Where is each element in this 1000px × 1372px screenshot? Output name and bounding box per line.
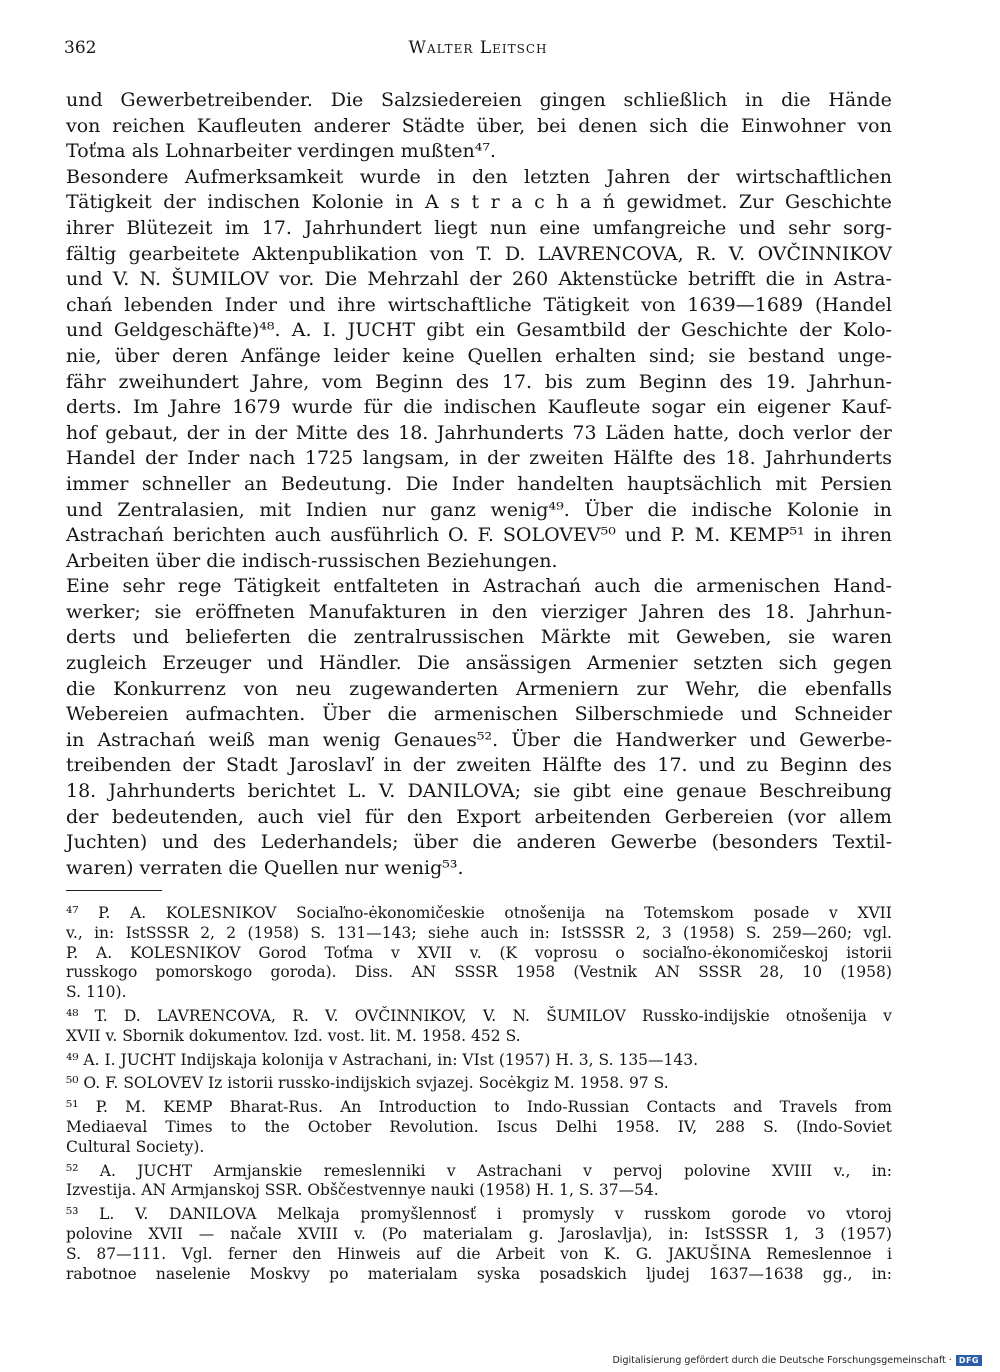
footnote xyxy=(66,1162,892,1202)
footnote-line: ⁵¹ P. M. KEMP Bharat-Rus. An Introduction to Indo-Russian Contacts and Travels from xyxy=(66,1098,892,1117)
body-line: Webereien aufmachten. Über die armenischen Silberschmiede und Schneider xyxy=(66,703,892,726)
footnote-line: ⁴⁸ T. D. LAVRENCOVA, R. V. OVČINNIKOV, V. N. ŠUMILOV Russko-indijskie otnošenija v xyxy=(66,1006,892,1025)
footnote-line: S. 87—111. Vgl. ferner den Hinweis auf die Arbeit von K. G. JAKUŠINA Remeslennoe i xyxy=(66,1244,892,1263)
body-line: waren) verraten die Quellen nur wenig⁵³. xyxy=(66,856,464,879)
footnote-line: polovine XVII — načale XVIII v. (Po materialam g. Jaroslavlja), in: IstSSSR 1, 3 (1957) xyxy=(66,1224,892,1243)
body-line: hof gebaut, der in der Mitte des 18. Jahrhunderts 73 Läden hatte, doch verlor der xyxy=(66,421,892,444)
footnote-line: P. A. KOLESNIKOV Gorod Toťma v XVII v. (K voprosu o sociaľno-ėkonomičeskoj istorii xyxy=(66,943,892,962)
footnote-line: ⁵² A. JUCHT Armjanskie remeslenniki v Astrachani v pervoj polovine XVIII v., in: xyxy=(66,1161,892,1180)
footnote-divider xyxy=(66,890,162,891)
body-line: und Gewerbetreibender. Die Salzsiedereien gingen schließlich in die Hände xyxy=(66,89,892,111)
footnote-line: XVII v. Sbornik dokumentov. Izd. vost. lit. M. 1958. 452 S. xyxy=(66,1026,521,1045)
body-line: Besondere Aufmerksamkeit wurde in den letzten Jahren der wirtschaftlichen xyxy=(66,165,892,188)
footnote-line: Mediaeval Times to the October Revolution. Iscus Delhi 1958. IV, 288 S. (Indo-Soviet xyxy=(66,1117,892,1136)
footnote xyxy=(66,1051,892,1071)
footnote xyxy=(66,1205,892,1284)
body-text xyxy=(66,88,892,881)
body-line: und V. N. ŠUMILOV vor. Die Mehrzahl der 260 Aktenstücke betrifft die in Astra- xyxy=(66,268,892,291)
footnote-line: ⁴⁷ P. A. KOLESNIKOV Sociaľno-ėkonomičeskie otnošenija na Totemskom posade v XVII xyxy=(66,904,892,922)
footnote-line: S. 110). xyxy=(66,983,127,1002)
body-line: ihrer Blütezeit im 17. Jahrhundert liegt nun eine umfangreiche und sehr sorg- xyxy=(66,216,892,239)
page-number: 362 xyxy=(64,38,97,58)
body-line: treibenden der Stadt Jaroslavľ in der zweiten Hälfte des 17. und zu Beginn des xyxy=(66,754,892,777)
body-line: Juchten) und des Lederhandels; über die anderen Gewerbe (besonders Textil- xyxy=(66,831,892,854)
body-line: fältig gearbeitete Aktenpublikation von T. D. LAVRENCOVA, R. V. OVČINNIKOV xyxy=(66,242,892,265)
body-line: Toťma als Lohnarbeiter verdingen mußten⁴⁷. xyxy=(66,140,497,163)
footnote-line: v., in: IstSSSR 2, 2 (1958) S. 131—143; siehe auch in: IstSSSR 2, 3 (1958) S. 259—260; vgl. xyxy=(66,923,892,942)
body-line: und Geldgeschäfte)⁴⁸. A. I. JUCHT gibt ein Gesamtbild der Geschichte der Kolo- xyxy=(66,319,892,342)
running-head xyxy=(64,38,892,64)
digitization-credit xyxy=(612,1355,982,1366)
body-line: 18. Jahrhunderts berichtet L. V. DANILOVA; sie gibt eine genaue Beschreibung xyxy=(66,780,892,803)
running-title: Walter Leitsch xyxy=(408,38,548,58)
footnote-line: ⁵³ L. V. DANILOVA Melkaja promyšlennosť i promysly v russkom gorode vo vtoroj xyxy=(66,1205,892,1224)
body-line: nie, über deren Anfänge leider keine Quellen erhalten sind; sie bestand unge- xyxy=(66,344,892,367)
body-line: in Astrachań weiß man wenig Genaues⁵². Über die Handwerker und Gewerbe- xyxy=(66,728,892,751)
body-line: und Zentralasien, mit Indien nur ganz wenig⁴⁹. Über die indische Kolonie in xyxy=(66,498,892,521)
footnote xyxy=(66,904,892,1003)
footnote-line: ⁴⁹ A. I. JUCHT Indijskaja kolonija v Astrachani, in: VIst (1957) H. 3, S. 135—143. xyxy=(66,1050,699,1069)
footnote-line: ⁵⁰ O. F. SOLOVEV Iz istorii russko-indijskich svjazej. Socėkgiz M. 1958. 97 S. xyxy=(66,1074,669,1093)
body-line: die Konkurrenz von neu zugewanderten Armeniern zur Wehr, die ebenfalls xyxy=(66,677,892,700)
credit-text: Digitalisierung gefördert durch die Deutsche Forschungsgemeinschaft · xyxy=(612,1355,952,1366)
body-line: Astrachań berichten auch ausführlich O. F. SOLOVEV⁵⁰ und P. M. KEMP⁵¹ in ihren xyxy=(66,524,892,547)
footnote-line: Cultural Society). xyxy=(66,1137,205,1156)
body-line: Arbeiten über die indisch-russischen Beziehungen. xyxy=(66,549,558,572)
footnote-line: russkogo pomorskogo goroda). Diss. AN SSSR 1958 (Vestnik AN SSSR 28, 10 (1958) xyxy=(66,963,892,982)
footnote xyxy=(66,1098,892,1157)
body-line: derts und belieferten die zentralrussischen Märkte mit Geweben, sie waren xyxy=(66,626,892,649)
body-line: von reichen Kaufleuten anderer Städte über, bei denen sich die Einwohner von xyxy=(66,114,892,137)
body-line: zugleich Erzeuger und Händler. Die ansässigen Armenier setzten sich gegen xyxy=(66,652,892,675)
body-line: der bedeutenden, auch viel für den Export arbeitenden Gerbereien (vor allem xyxy=(66,805,892,828)
body-line: chań lebenden Inder und ihre wirtschaftliche Tätigkeit von 1639—1689 (Handel xyxy=(66,293,892,316)
dfg-logo-icon: DFG xyxy=(956,1355,982,1366)
footnote-line: Izvestija. AN Armjanskoj SSR. Obščestvennye nauki (1958) H. 1, S. 37—54. xyxy=(66,1181,659,1200)
body-line: Tätigkeit der indischen Kolonie in A s t r a c h a ń gewidmet. Zur Geschichte xyxy=(66,191,892,214)
body-line: Handel der Inder nach 1725 langsam, in der zweiten Hälfte des 18. Jahrhunderts xyxy=(66,447,892,470)
body-line: fähr zweihundert Jahre, vom Beginn des 17. bis zum Beginn des 19. Jahrhun- xyxy=(66,370,892,393)
body-line: derts. Im Jahre 1679 wurde für die indischen Kaufleute sogar ein eigener Kauf- xyxy=(66,396,892,419)
body-line: werker; sie eröffneten Manufakturen in den vierziger Jahren des 18. Jahrhun- xyxy=(66,600,892,623)
body-line: immer schneller an Bedeutung. Die Inder handelten hauptsächlich mit Persien xyxy=(66,472,892,495)
footnote xyxy=(66,1007,892,1047)
footnotes xyxy=(66,904,892,1288)
body-line: Eine sehr rege Tätigkeit entfalteten in Astrachań auch die armenischen Hand- xyxy=(66,575,892,598)
footnote xyxy=(66,1074,892,1094)
footnote-line: rabotnoe naselenie Moskvy po materialam syska posadskich ljudej 1637—1638 gg., in: xyxy=(66,1264,892,1283)
